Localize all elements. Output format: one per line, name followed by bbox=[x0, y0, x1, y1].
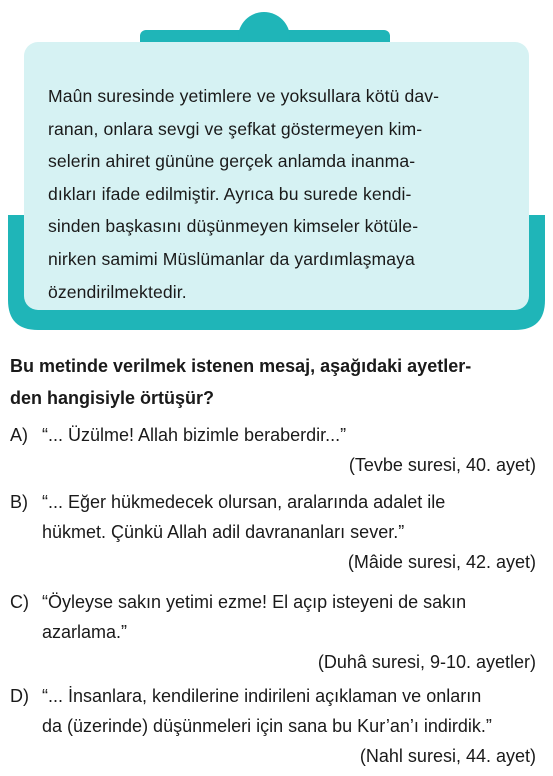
option-d[interactable] bbox=[10, 681, 536, 771]
question-stem bbox=[10, 350, 536, 414]
option-b[interactable] bbox=[10, 487, 536, 577]
option-text: azarlama.” bbox=[42, 622, 128, 642]
option-text: “... Üzülme! Allah bizimle beraberdir...” bbox=[42, 425, 347, 445]
option-c[interactable] bbox=[10, 587, 536, 677]
question-line: Bu metinde verilmek istenen mesaj, aşağıdaki ayetler- bbox=[10, 356, 472, 376]
option-text: da (üzerinde) düşünmeleri için sana bu Kur’an’ı indirdik.” bbox=[42, 716, 492, 736]
option-source: (Tevbe suresi, 40. ayet) bbox=[348, 455, 536, 475]
option-text: “Öyleyse sakın yetimi ezme! El açıp isteyeni de sakın bbox=[42, 592, 467, 612]
option-text: hükmet. Çünkü Allah adil davrananları sever.” bbox=[42, 522, 405, 542]
option-text: “... Eğer hükmedecek olursan, aralarında adalet ile bbox=[42, 492, 446, 512]
passage-text bbox=[48, 80, 478, 308]
passage-line: selerin ahiret gününe gerçek anlamda inanma- bbox=[48, 151, 416, 172]
option-text: “... İnsanlara, kendilerine indirileni açıklaman ve onların bbox=[42, 686, 482, 706]
passage-line: Maûn suresinde yetimlere ve yoksullara kötü dav- bbox=[48, 86, 440, 106]
passage-line: sinden başkasını düşünmeyen kimseler kötüle- bbox=[48, 216, 419, 237]
passage-line: dıkları ifade edilmiştir. Ayrıca bu surede kendi- bbox=[48, 183, 412, 204]
question-line: den hangisiyle örtüşür? bbox=[10, 388, 215, 408]
option-source: (Duhâ suresi, 9-10. ayetler) bbox=[317, 652, 536, 672]
passage-line: ranan, onlara sevgi ve şefkat göstermeyen kim- bbox=[48, 118, 423, 139]
option-letter: D) bbox=[10, 686, 29, 706]
option-letter: B) bbox=[10, 492, 28, 512]
option-letter: C) bbox=[10, 592, 29, 612]
option-letter: A) bbox=[10, 425, 28, 445]
option-source: (Nahl suresi, 44. ayet) bbox=[359, 746, 536, 766]
passage-line: nirken samimi Müslümanlar da yardımlaşmaya bbox=[48, 248, 415, 269]
option-a[interactable] bbox=[10, 420, 536, 480]
passage-line: özendirilmektedir. bbox=[48, 281, 187, 302]
option-source: (Mâide suresi, 42. ayet) bbox=[347, 552, 536, 572]
